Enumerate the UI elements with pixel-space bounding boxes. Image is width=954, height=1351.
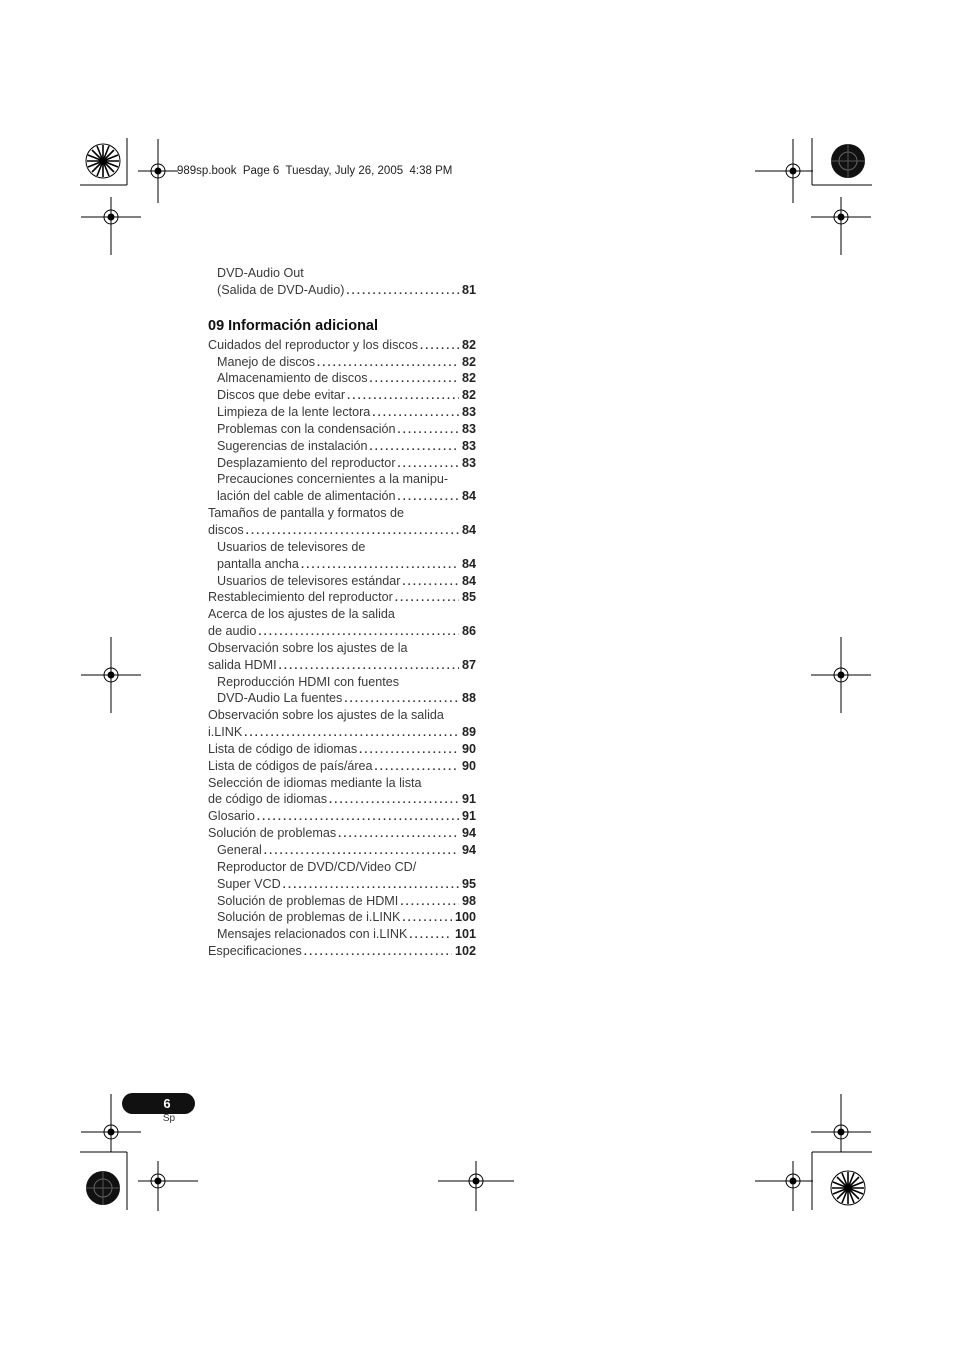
registration-crosshair-icon (138, 139, 178, 203)
toc-entry (208, 505, 476, 522)
toc-entry-text: salida HDMI (208, 657, 277, 672)
dot-leader (398, 422, 459, 439)
dot-leader (283, 877, 459, 894)
dot-leader (395, 590, 459, 607)
language-code: Sp (162, 1113, 176, 1124)
toc-entry-text: Observación sobre los ajustes de la salida (208, 708, 444, 723)
toc-entry-text: Manejo de discos (217, 354, 316, 369)
toc-entry-text: Lista de códigos de país/área (208, 758, 373, 773)
toc-page-number: 82 (461, 337, 476, 352)
dot-leader (301, 557, 459, 574)
toc-entry-text: de audio (208, 624, 257, 639)
registration-crosshair-icon (811, 637, 871, 713)
toc-page-number: 84 (461, 556, 476, 571)
toc-page-number: 83 (461, 405, 476, 420)
toc-entry (208, 926, 476, 943)
toc-entry (208, 337, 476, 354)
toc-page-number: 91 (461, 792, 476, 807)
toc-page-number: 84 (461, 489, 476, 504)
registration-crosshair-icon (755, 1161, 813, 1211)
toc-entry-text: pantalla ancha (217, 556, 299, 571)
starburst-icon (86, 1171, 120, 1205)
toc-entry (208, 909, 476, 926)
toc-entry-text: Desplazamiento del reproductor (217, 455, 396, 470)
dot-leader (359, 742, 459, 759)
toc-page-number: 84 (461, 573, 476, 588)
dot-leader (409, 927, 452, 944)
toc-entry-text: Tamaños de pantalla y formatos de (208, 506, 405, 521)
dot-leader (244, 725, 459, 742)
dot-leader (304, 944, 452, 961)
toc-entry (208, 387, 476, 404)
toc-entry (208, 724, 476, 741)
dot-leader (400, 894, 459, 911)
registration-crosshair-icon (81, 197, 141, 255)
toc-entry-text: i.LINK (208, 725, 243, 740)
registration-crosshair-icon (811, 1094, 871, 1152)
dot-leader (258, 624, 459, 641)
dot-leader (375, 759, 459, 776)
registration-crosshair-icon (81, 637, 141, 713)
dot-leader (329, 792, 459, 809)
toc-entry (208, 808, 476, 825)
dot-leader (264, 843, 459, 860)
section-title: 09 Información adicional (208, 317, 379, 334)
toc-page-number: 86 (461, 624, 476, 639)
dot-leader (402, 910, 452, 927)
toc-entry-text: DVD-Audio Out (217, 266, 304, 280)
toc-entry (208, 943, 476, 960)
toc-entry (208, 623, 476, 640)
toc-entry-text: Reproducción HDMI con fuentes (217, 674, 400, 689)
toc-page-number: 83 (461, 421, 476, 436)
toc-pre-entries (208, 265, 476, 299)
toc-entry-text: Limpieza de la lente lectora (217, 405, 371, 420)
toc-entry-text: Usuarios de televisores de (217, 539, 366, 554)
dot-leader (338, 826, 459, 843)
dot-leader (420, 338, 459, 355)
toc-entry-text: General (217, 843, 262, 857)
toc-page-number: 91 (461, 809, 476, 824)
registration-crosshair-icon (755, 139, 813, 203)
toc-entry (208, 488, 476, 505)
toc-page-number: 82 (461, 371, 476, 386)
toc-page-number: 85 (461, 590, 476, 605)
toc-entry (208, 690, 476, 707)
toc-entry-text: Solución de problemas de i.LINK (217, 910, 401, 925)
table-of-contents (208, 265, 476, 960)
toc-entry-text: Acerca de los ajustes de la salida (208, 607, 395, 622)
toc-entry-text: Restablecimiento del reproductor (208, 590, 393, 605)
toc-entry (208, 539, 476, 556)
toc-page-number: 90 (461, 758, 476, 773)
starburst-icon (831, 1171, 865, 1205)
toc-entry (208, 741, 476, 758)
toc-entry (208, 893, 476, 910)
toc-entry-text: Problemas con la condensación (217, 421, 396, 436)
toc-entry-text: Lista de código de idiomas (208, 741, 358, 756)
toc-entry-text: de código de idiomas (208, 792, 328, 807)
toc-entry-text: Cuidados del reproductor y los discos (208, 337, 419, 352)
starburst-icon (831, 144, 865, 178)
toc-entry (208, 282, 476, 299)
toc-page-number: 89 (461, 725, 476, 740)
toc-page-number: 95 (461, 876, 476, 891)
toc-page-number: 88 (461, 691, 476, 706)
toc-entry-text: Especificaciones (208, 944, 302, 959)
toc-page-number: 87 (461, 657, 476, 672)
dot-leader (346, 283, 459, 300)
toc-entry (208, 438, 476, 455)
toc-entry-text: Observación sobre los ajustes de la (208, 640, 408, 655)
toc-entry-text: Almacenamiento de discos (217, 371, 368, 386)
toc-entry (208, 421, 476, 438)
dot-leader (317, 355, 459, 372)
dot-leader (344, 691, 459, 708)
registration-crosshair-icon (438, 1161, 514, 1211)
toc-entry (208, 640, 476, 657)
toc-entry-text: lación del cable de alimentación (217, 489, 396, 504)
toc-page-number: 90 (461, 741, 476, 756)
toc-page-number: 101 (454, 927, 476, 942)
toc-entry (208, 825, 476, 842)
toc-entry (208, 471, 476, 488)
toc-entry-text: Glosario (208, 809, 255, 824)
toc-entry-text: Discos que debe evitar (217, 388, 346, 403)
toc-entry (208, 589, 476, 606)
toc-entry-text: (Salida de DVD-Audio) (217, 282, 345, 297)
toc-entry (208, 791, 476, 808)
toc-entry (208, 370, 476, 387)
dot-leader (246, 523, 459, 540)
toc-entry (208, 573, 476, 590)
dot-leader (402, 574, 459, 591)
dot-leader (398, 456, 459, 473)
dot-leader (257, 809, 459, 826)
toc-entry-text: Solución de problemas de HDMI (217, 893, 399, 908)
toc-page-number: 83 (461, 455, 476, 470)
toc-page-number: 82 (461, 354, 476, 369)
toc-entry (208, 876, 476, 893)
toc-entry (208, 522, 476, 539)
toc-entry-text: Usuarios de televisores estándar (217, 573, 401, 588)
toc-entry (208, 674, 476, 691)
toc-entries (208, 337, 476, 960)
toc-page-number: 100 (454, 910, 476, 925)
registration-crosshair-icon (811, 197, 871, 255)
toc-entry (208, 707, 476, 724)
toc-entry-text: discos (208, 522, 244, 537)
toc-entry (208, 265, 476, 282)
toc-entry-text: Selección de idiomas mediante la lista (208, 775, 422, 790)
toc-page-number: 102 (454, 944, 476, 959)
print-header: 989sp.book Page 6 Tuesday, July 26, 2005 4:38 PM (177, 165, 453, 177)
dot-leader (279, 658, 459, 675)
dot-leader (372, 405, 459, 422)
toc-page-number: 84 (461, 522, 476, 537)
toc-entry (208, 354, 476, 371)
toc-entry-text: Mensajes relacionados con i.LINK (217, 927, 408, 942)
dot-leader (347, 388, 459, 405)
toc-page-number: 94 (461, 843, 476, 857)
toc-page-number: 82 (461, 388, 476, 403)
toc-entry (208, 859, 476, 876)
page-number: 6 (163, 1096, 171, 1111)
starburst-icon (86, 144, 120, 178)
registration-crosshair-icon (138, 1161, 198, 1211)
toc-entry-text: Reproductor de DVD/CD/Video CD/ (217, 859, 417, 874)
toc-page-number: 94 (461, 826, 476, 841)
toc-entry-text: Super VCD (217, 876, 281, 891)
dot-leader (370, 371, 459, 388)
dot-leader (370, 439, 459, 456)
toc-entry (208, 556, 476, 573)
toc-entry (208, 842, 476, 859)
toc-entry-text: Precauciones concernientes a la manipu- (217, 472, 449, 487)
toc-entry (208, 404, 476, 421)
toc-entry-text: DVD-Audio La fuentes (217, 691, 343, 706)
toc-entry (208, 775, 476, 792)
toc-entry (208, 606, 476, 623)
toc-entry-text: Sugerencias de instalación (217, 438, 368, 453)
toc-page-number: 81 (461, 282, 476, 297)
toc-entry (208, 758, 476, 775)
dot-leader (398, 489, 459, 506)
toc-entry-text: Solución de problemas (208, 826, 337, 841)
toc-entry (208, 657, 476, 674)
toc-page-number: 98 (461, 893, 476, 908)
toc-entry (208, 455, 476, 472)
toc-page-number: 83 (461, 438, 476, 453)
